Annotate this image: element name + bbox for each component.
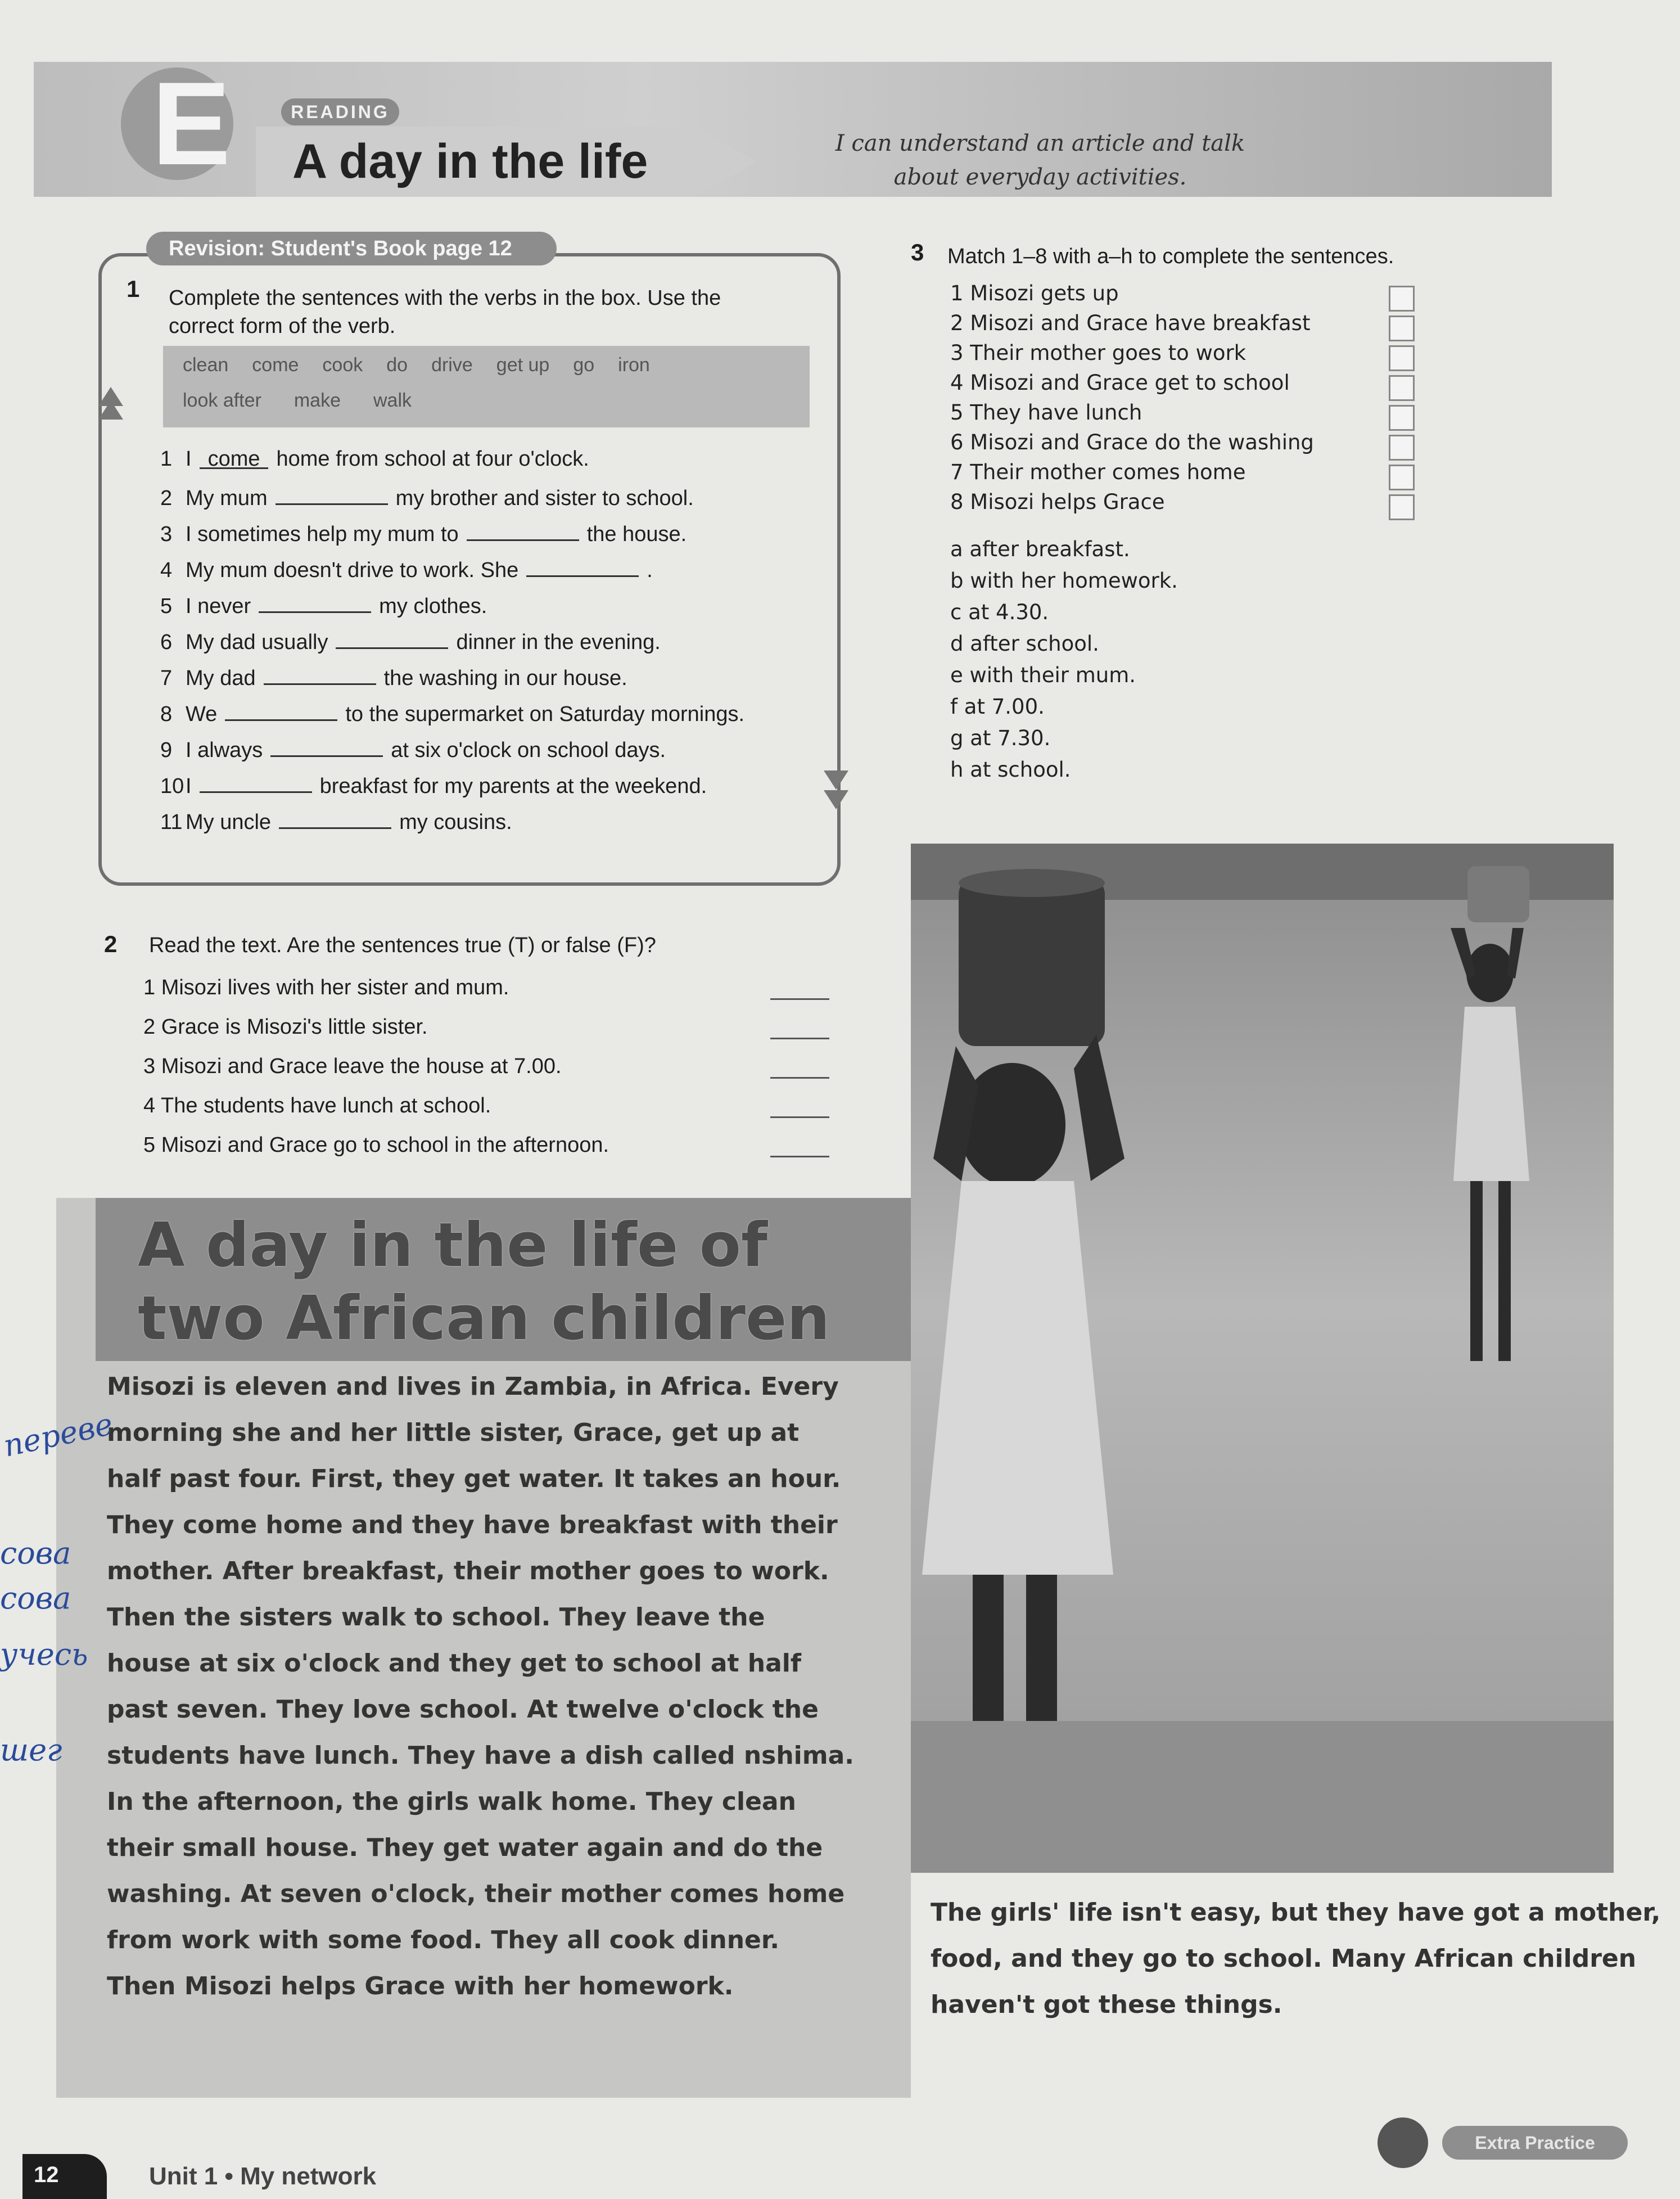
true-false-statement: 1 Misozi lives with her sister and mum. xyxy=(143,976,509,999)
answer-blank[interactable] xyxy=(276,483,388,505)
water-bucket xyxy=(1467,866,1529,922)
answer-box[interactable] xyxy=(1389,286,1415,312)
article-line: house at six o'clock and they get to school at half xyxy=(107,1649,802,1678)
article-line: Then the sisters walk to school. They leave the xyxy=(107,1603,765,1632)
answer-line[interactable] xyxy=(770,1077,829,1079)
item-number: 4 xyxy=(160,558,173,582)
match-option: d after school. xyxy=(950,632,1099,656)
arrow-up-icon xyxy=(98,400,123,420)
word: go xyxy=(573,354,595,376)
exercise-2-number: 2 xyxy=(104,931,118,957)
answer-box[interactable] xyxy=(1389,435,1415,461)
answer-box[interactable] xyxy=(1389,494,1415,520)
item-number: 9 xyxy=(160,738,173,762)
answer-blank[interactable] xyxy=(225,699,337,721)
exercise-3-number: 3 xyxy=(911,239,924,265)
instruction-line: Complete the sentences with the verbs in the box. Use the xyxy=(169,286,721,310)
water-bucket xyxy=(959,877,1105,1046)
extra-practice-icon xyxy=(1378,2117,1428,2168)
word: make xyxy=(293,390,341,411)
sentence-start: I xyxy=(186,774,192,798)
sentence-end: home from school at four o'clock. xyxy=(276,447,589,471)
exercise-1-number: 1 xyxy=(127,276,140,302)
extra-practice-label: Extra Practice xyxy=(1442,2126,1628,2160)
article-title xyxy=(138,1209,925,1355)
answer-box[interactable] xyxy=(1389,465,1415,490)
sentence-start: My mum xyxy=(186,486,268,510)
sentence-end: dinner in the evening. xyxy=(456,630,661,654)
item-number: 10 xyxy=(160,774,184,798)
item-number: 3 xyxy=(160,522,173,546)
page-number: 12 xyxy=(34,2162,59,2187)
answer-box[interactable] xyxy=(1389,345,1415,371)
word: come xyxy=(252,354,299,376)
word: look after xyxy=(183,390,261,411)
article-line: The girls' life isn't easy, but they have got a mother, xyxy=(931,1898,1661,1927)
word-box xyxy=(163,346,810,427)
match-option: a after breakfast. xyxy=(950,537,1130,561)
section-label: READING xyxy=(281,98,399,125)
objective-line-2: about everyday activities. xyxy=(893,164,1187,190)
match-option: g at 7.30. xyxy=(950,726,1051,750)
handwritten-note: шег xyxy=(0,1732,62,1768)
article-line: They come home and they have breakfast with their xyxy=(107,1511,838,1539)
word: clean xyxy=(183,354,229,376)
ground xyxy=(911,1721,1614,1873)
exercise-1-sentence xyxy=(160,627,661,655)
article-line: from work with some food. They all cook dinner. xyxy=(107,1926,780,1954)
true-false-statement: 3 Misozi and Grace leave the house at 7.00. xyxy=(143,1055,562,1078)
answer-line[interactable] xyxy=(770,998,829,1000)
answer-box[interactable] xyxy=(1389,375,1415,401)
arrow-down-icon xyxy=(824,790,848,809)
article-line: past seven. They love school. At twelve o'clock the xyxy=(107,1695,819,1724)
answer-box[interactable] xyxy=(1389,316,1415,341)
sentence-end: at six o'clock on school days. xyxy=(391,738,666,762)
bucket-rim xyxy=(959,869,1105,897)
exercise-1-instruction xyxy=(169,284,843,340)
answer-blank[interactable] xyxy=(200,771,312,793)
photo-illustration xyxy=(911,844,1614,1873)
sentence-start: My mum doesn't drive to work. She xyxy=(186,558,519,582)
handwritten-note: учесь xyxy=(0,1637,88,1672)
leg-left xyxy=(1470,1181,1483,1361)
match-option: c at 4.30. xyxy=(950,600,1049,624)
match-item: 3 Their mother goes to work xyxy=(950,341,1247,365)
exercise-1-sentence xyxy=(160,699,744,727)
item-number: 11 xyxy=(160,810,183,834)
answer-box[interactable] xyxy=(1389,405,1415,431)
exercise-1-sentence xyxy=(160,483,694,511)
article-title-line: two African children xyxy=(138,1283,830,1354)
word: walk xyxy=(373,390,412,411)
answer-blank[interactable] xyxy=(336,627,448,649)
answer-blank[interactable] xyxy=(526,555,639,577)
article-line: Misozi is eleven and lives in Zambia, in Africa. Every xyxy=(107,1372,839,1401)
match-item: 4 Misozi and Grace get to school xyxy=(950,371,1290,395)
revision-label: Revision: Student's Book page 12 xyxy=(146,232,557,265)
exercise-2-instruction: Read the text. Are the sentences true (T) or false (F)? xyxy=(149,934,656,957)
word: get up xyxy=(496,354,550,376)
sentence-end: my cousins. xyxy=(399,810,512,834)
sentence-start: My dad usually xyxy=(186,630,328,654)
true-false-statement: 4 The students have lunch at school. xyxy=(143,1094,491,1117)
item-number: 6 xyxy=(160,630,173,654)
exercise-1-sentence xyxy=(160,519,687,547)
true-false-statement: 2 Grace is Misozi's little sister. xyxy=(143,1015,428,1039)
answer-blank[interactable] xyxy=(264,663,376,685)
article-line: half past four. First, they get water. It takes an hour. xyxy=(107,1465,841,1493)
item-number: 7 xyxy=(160,666,173,690)
exercise-1-sentence xyxy=(160,771,707,799)
sentence-end: the washing in our house. xyxy=(383,666,627,690)
handwritten-note: сова xyxy=(0,1535,71,1571)
article-line: their small house. They get water again and do the xyxy=(107,1833,823,1862)
word-box-row-1 xyxy=(183,354,650,376)
answer-line[interactable] xyxy=(770,1038,829,1039)
sentence-end: breakfast for my parents at the weekend. xyxy=(319,774,707,798)
match-item: 8 Misozi helps Grace xyxy=(950,490,1165,514)
answer-line[interactable] xyxy=(770,1156,829,1157)
answer-blank[interactable]: come xyxy=(200,447,269,469)
match-option: f at 7.00. xyxy=(950,695,1045,719)
exercise-1-sentence xyxy=(160,663,627,691)
answer-line[interactable] xyxy=(770,1116,829,1118)
photo-two-girls-carrying-water xyxy=(911,844,1614,1873)
sentence-start: I xyxy=(186,447,192,471)
match-item: 6 Misozi and Grace do the washing xyxy=(950,430,1314,454)
match-item: 5 They have lunch xyxy=(950,400,1142,425)
article-line: washing. At seven o'clock, their mother comes home xyxy=(107,1880,845,1908)
match-item: 1 Misozi gets up xyxy=(950,281,1119,305)
word: do xyxy=(386,354,408,376)
match-option: e with their mum. xyxy=(950,663,1136,687)
exercise-1-sentence xyxy=(160,735,666,763)
exercise-1-sentence xyxy=(160,447,589,471)
sentence-end: . xyxy=(647,558,653,582)
arrow-down-icon xyxy=(824,770,848,790)
article-line: morning she and her little sister, Grace, get up at xyxy=(107,1418,800,1447)
exercise-3-instruction: Match 1–8 with a–h to complete the sentences. xyxy=(947,245,1394,268)
item-number: 8 xyxy=(160,702,173,726)
word: iron xyxy=(618,354,650,376)
sentence-end: my clothes. xyxy=(379,594,487,618)
unit-letter: E xyxy=(151,57,231,190)
answer-blank[interactable] xyxy=(279,807,391,829)
word-box-row-2 xyxy=(183,390,412,412)
sentence-end: to the supermarket on Saturday mornings. xyxy=(345,702,745,726)
sentence-start: My dad xyxy=(186,666,256,690)
answer-blank[interactable] xyxy=(270,735,383,757)
footer-unit-label: Unit 1 • My network xyxy=(149,2162,377,2190)
lesson-title: A day in the life xyxy=(292,134,648,188)
sentence-start: We xyxy=(186,702,218,726)
exercise-1-sentence xyxy=(160,555,653,583)
article-line: In the afternoon, the girls walk home. They clean xyxy=(107,1787,796,1816)
item-number: 5 xyxy=(160,594,173,618)
article-title-line: A day in the life of xyxy=(138,1210,767,1281)
sentence-start: My uncle xyxy=(186,810,272,834)
leg-right xyxy=(1498,1181,1511,1361)
article-line: mother. After breakfast, their mother goes to work. xyxy=(107,1557,829,1585)
article-line: haven't got these things. xyxy=(931,1990,1282,2019)
handwritten-note: переве xyxy=(0,1406,116,1464)
sentence-end: my brother and sister to school. xyxy=(395,486,694,510)
handwritten-note: сова xyxy=(0,1580,71,1616)
match-option: b with her homework. xyxy=(950,569,1178,593)
article-line: students have lunch. They have a dish called nshima. xyxy=(107,1741,855,1770)
true-false-statement: 5 Misozi and Grace go to school in the afternoon. xyxy=(143,1133,609,1157)
exercise-1-sentence xyxy=(160,807,512,835)
article-line: Then Misozi helps Grace with her homework. xyxy=(107,1972,734,2000)
word: cook xyxy=(322,354,363,376)
match-item: 7 Their mother comes home xyxy=(950,460,1246,484)
instruction-line: correct form of the verb. xyxy=(169,314,396,338)
sentence-start: I always xyxy=(186,738,263,762)
answer-blank[interactable] xyxy=(259,591,371,613)
item-number: 1 xyxy=(160,447,173,471)
objective-line-1: I can understand an article and talk xyxy=(835,130,1245,156)
match-item: 2 Misozi and Grace have breakfast xyxy=(950,311,1311,335)
word: drive xyxy=(431,354,473,376)
item-number: 2 xyxy=(160,486,173,510)
exercise-1-sentence xyxy=(160,591,487,619)
sentence-start: I never xyxy=(186,594,251,618)
article-line: food, and they go to school. Many African children xyxy=(931,1944,1637,1973)
sentence-start: I sometimes help my mum to xyxy=(186,522,459,546)
answer-blank[interactable] xyxy=(467,519,579,541)
lesson-objective xyxy=(787,127,1293,194)
match-option: h at school. xyxy=(950,758,1071,782)
sentence-end: the house. xyxy=(586,522,687,546)
